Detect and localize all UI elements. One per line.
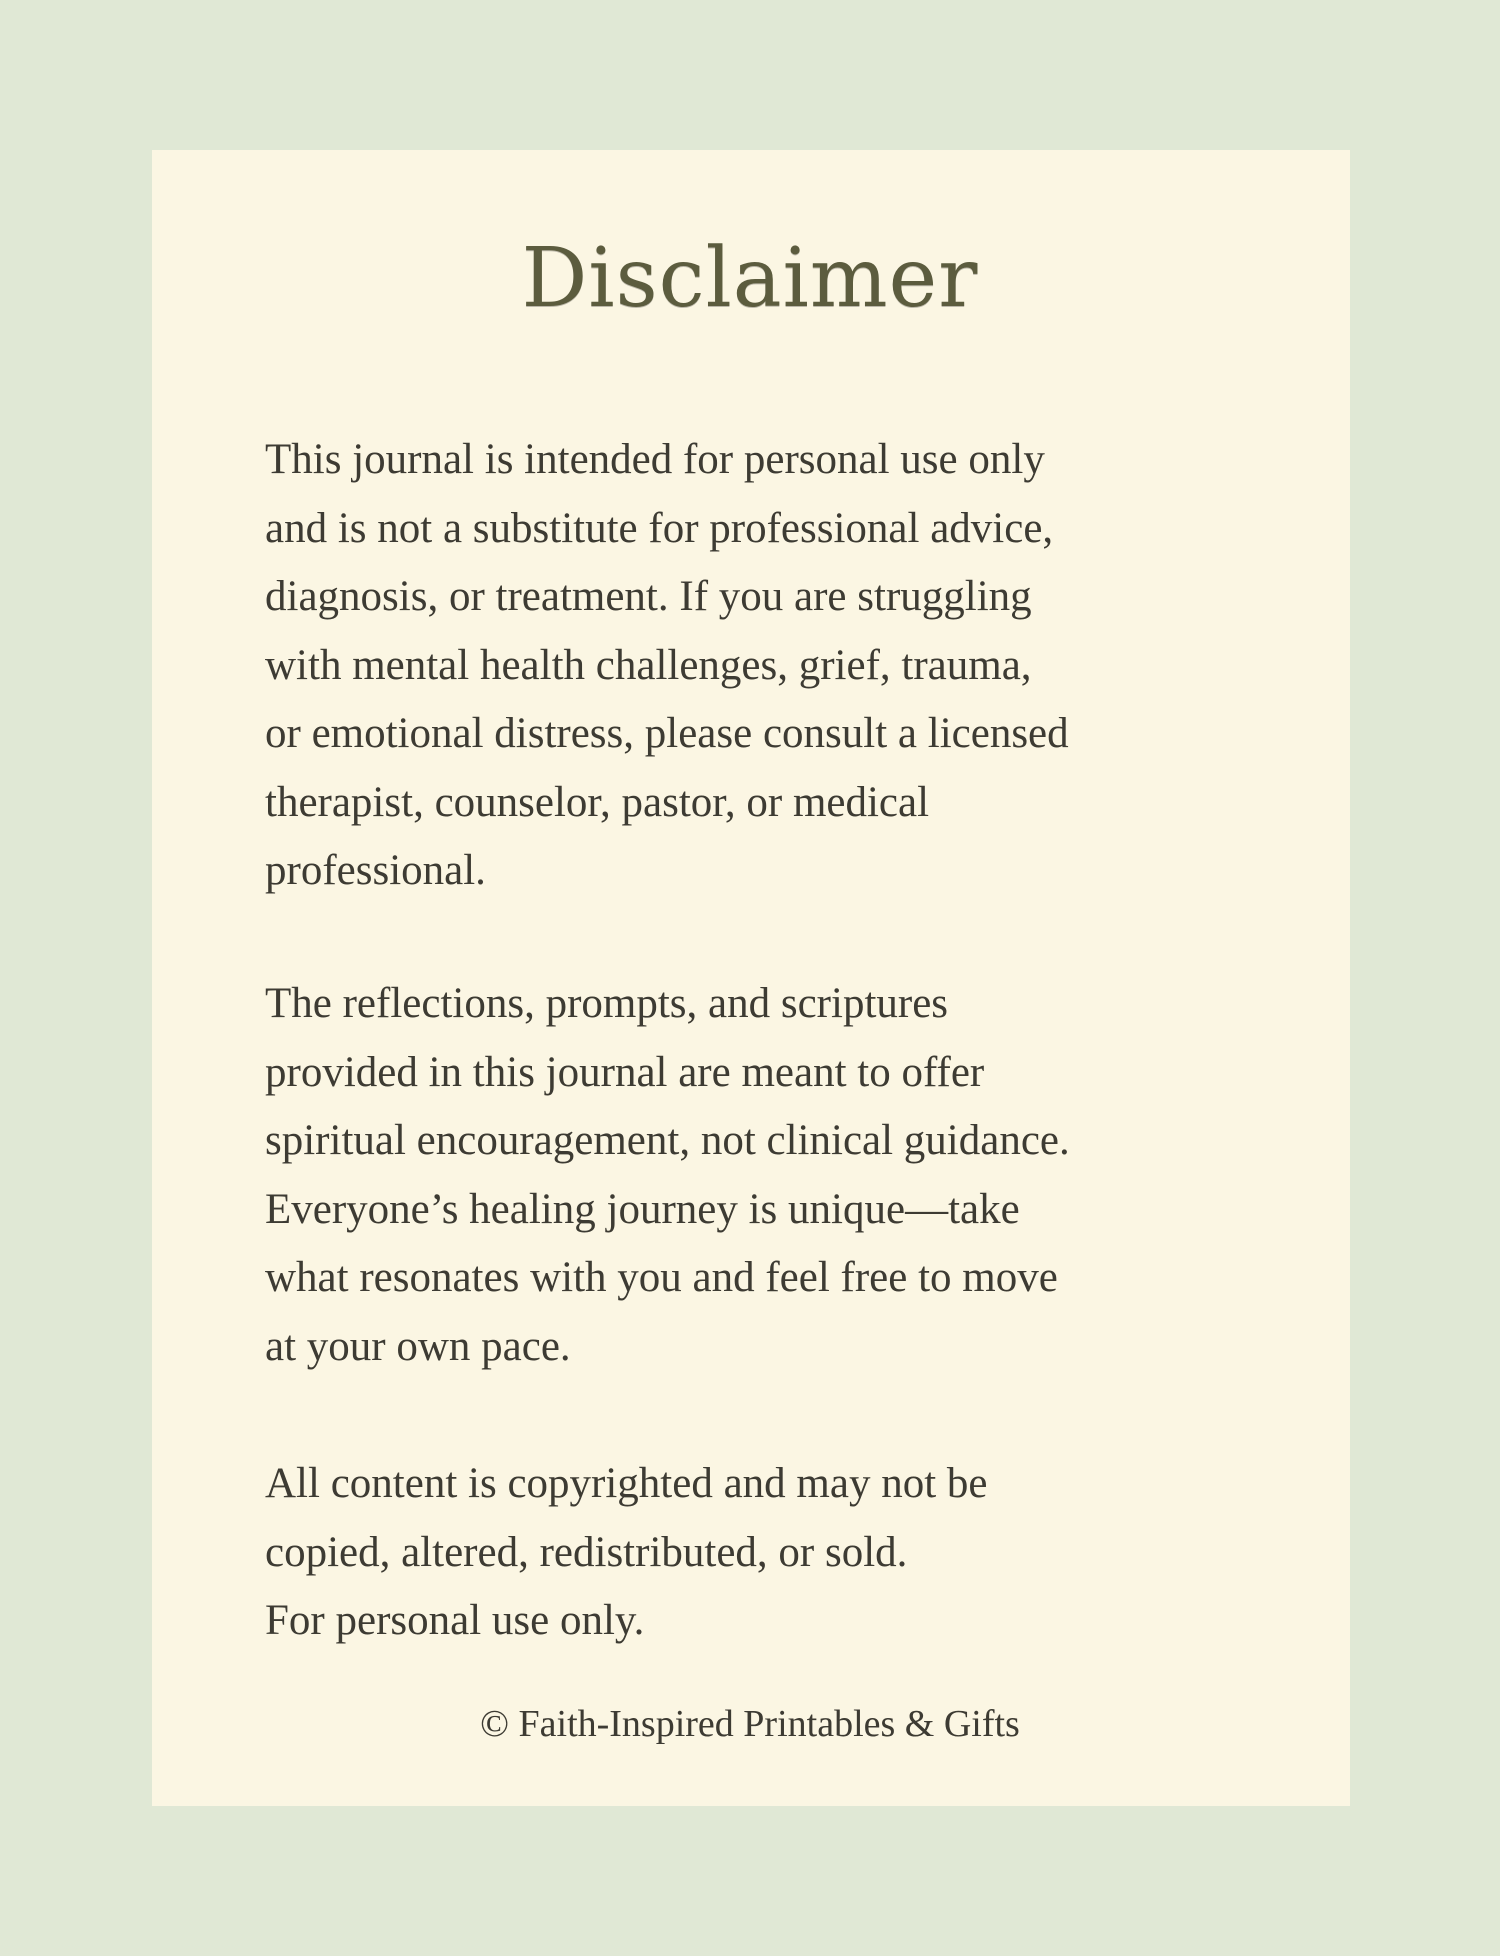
page-title: Disclaimer — [521, 231, 979, 326]
disclaimer-paragraph-copyright: All content is copyrighted and may not be copied, altered, redistributed, or sold. For personal use only. — [265, 1460, 988, 1644]
copyright-footer: © Faith-Inspired Printables & Gifts — [480, 1703, 1020, 1745]
disclaimer-paragraph-spiritual-guidance: The reflections, prompts, and scriptures provided in this journal are meant to offer spiritual encouragement, not clinical guidance. Everyone’s healing journey is unique—take what resonates with you and feel free to move at your own pace. — [265, 980, 1070, 1370]
disclaimer-paragraph-personal-use: This journal is intended for personal use only and is not a substitute for professional advice, diagnosis, or treatment. If you are struggling with mental health challenges, grief, trauma, or emotional distress, please consult a licensed therapist, counselor, pastor, or medical professional. — [265, 436, 1069, 894]
